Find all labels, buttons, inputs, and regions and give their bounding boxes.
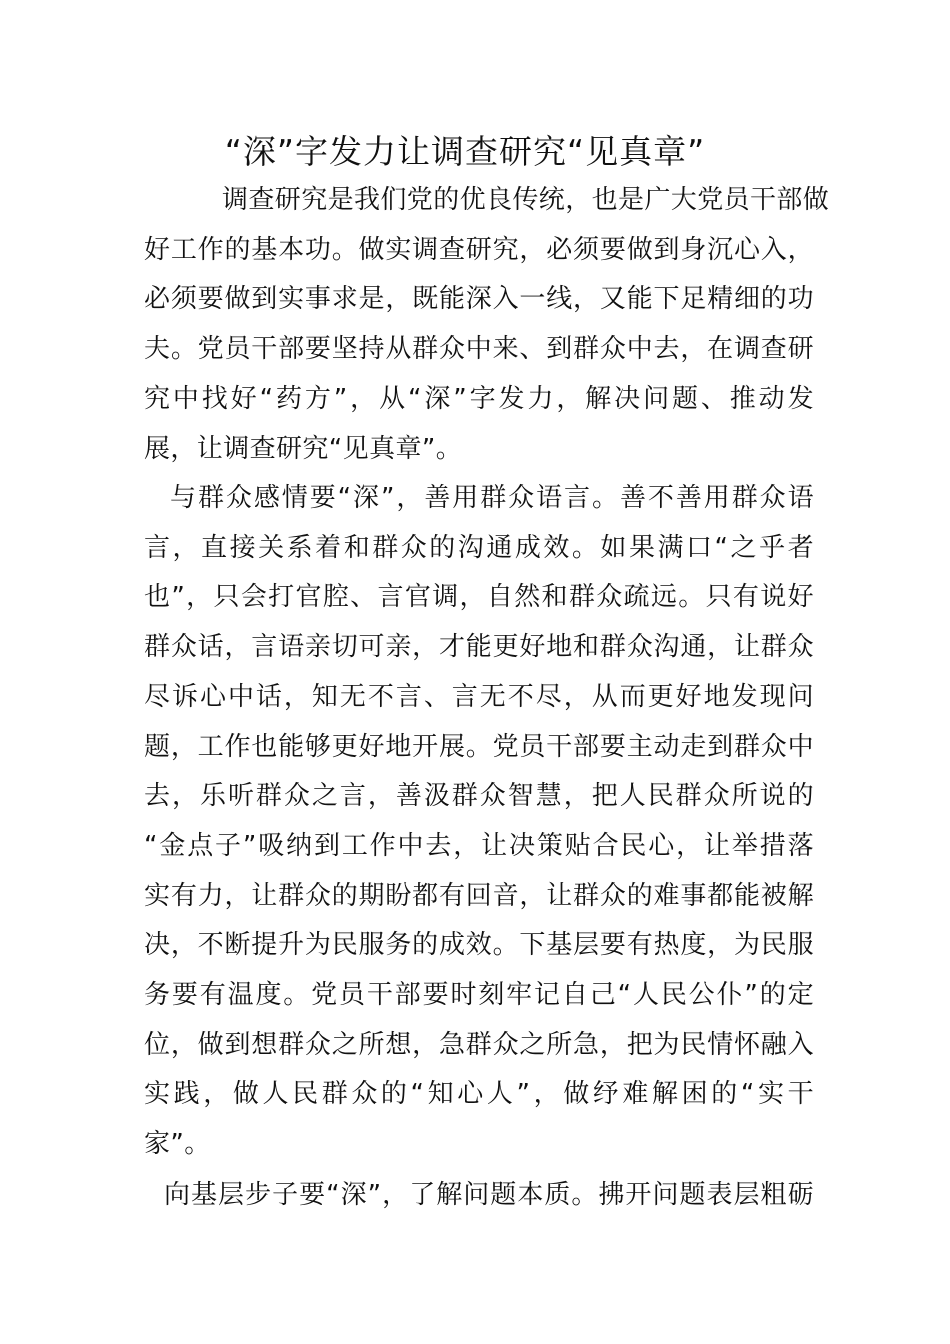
paragraph-line: 实有力，让群众的期盼都有回音，让群众的难事都能被解: [144, 880, 814, 911]
paragraph-3: [144, 1171, 814, 1221]
paragraph-line: 决，不断提升为民服务的成效。下基层要有热度，为民服: [144, 930, 814, 961]
paragraph-line: 言，直接关系着和群众的沟通成效。如果满口“之乎者: [144, 532, 814, 563]
paragraph-line: 向基层步子要“深”，了解问题本质。拂开问题表层粗砺: [164, 1180, 814, 1210]
paragraph-line: 去，乐听群众之言，善汲群众智慧，把人民群众所说的: [144, 781, 814, 812]
document-title: “深”字发力让调查研究“见真章”: [224, 132, 706, 171]
paragraph-line: 与群众感情要“深”，善用群众语言。善不善用群众语: [170, 483, 814, 513]
paragraph-line: 题，工作也能够更好地开展。党员干部要主动走到群众中: [144, 731, 814, 762]
paragraph-2: [144, 474, 814, 1170]
paragraph-line: 家”。: [144, 1129, 211, 1160]
paragraph-line: 也”，只会打官腔、言官调，自然和群众疏远。只有说好: [144, 582, 814, 613]
paragraph-line: 展，让调查研究“见真章”。: [144, 433, 463, 464]
paragraph-line: 夫。党员干部要坚持从群众中来、到群众中去，在调查研: [144, 334, 814, 365]
paragraph-line: 实践，做人民群众的“知心人”，做纾难解困的“实干: [144, 1079, 814, 1110]
paragraph-line: 究中找好“药方”，从“深”字发力，解决问题、推动发: [144, 383, 814, 414]
paragraph-line: 调查研究是我们党的优良传统，也是广大党员干部做: [222, 185, 830, 215]
paragraph-1: [144, 176, 830, 474]
paragraph-line: 必须要做到实事求是，既能深入一线，又能下足精细的功: [144, 284, 814, 315]
paragraph-line: 群众话，言语亲切可亲，才能更好地和群众沟通，让群众: [144, 632, 814, 663]
paragraph-line: 尽诉心中话，知无不言、言无不尽，从而更好地发现问: [144, 681, 814, 712]
paragraph-line: 务要有温度。党员干部要时刻牢记自己“人民公仆”的定: [144, 980, 814, 1011]
paragraph-line: 位，做到想群众之所想，急群众之所急，把为民情怀融入: [144, 1029, 814, 1060]
paragraph-line: 好工作的基本功。做实调查研究，必须要做到身沉心入，: [144, 234, 814, 265]
paragraph-line: “金点子”吸纳到工作中去，让决策贴合民心，让举措落: [144, 830, 814, 861]
